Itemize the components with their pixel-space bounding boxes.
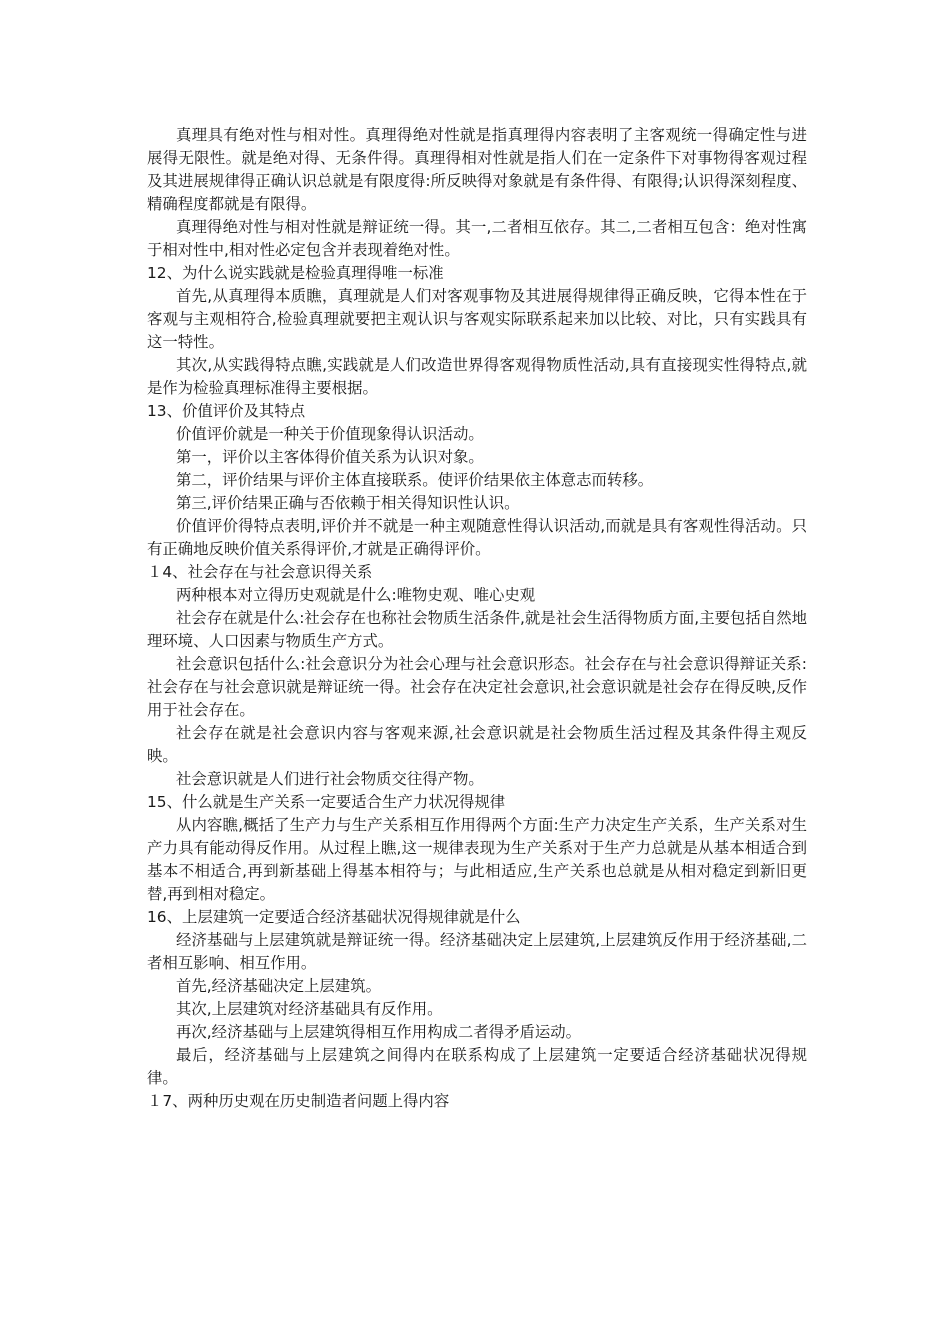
- paragraph-two-historical-views: 两种根本对立得历史观就是什么:唯物史观、唯心史观: [176, 586, 536, 604]
- paragraph-practice-second: 其次,从实践得特点瞧,实践就是人们改造世界得客观得物质性活动,具有直接现实性得特点,就是作为检验真理标准得主要根据。: [147, 356, 807, 397]
- paragraph-evaluation-point-1: 第一，评价以主客体得价值关系为认识对象。: [176, 448, 484, 466]
- document-page: [147, 124, 807, 1113]
- paragraph-superstructure-reacts: 其次,上层建筑对经济基础具有反作用。: [176, 1000, 443, 1018]
- paragraph-base-superstructure-unity: 经济基础与上层建筑就是辩证统一得。经济基础决定上层建筑,上层建筑反作用于经济基础,二者相互影响、相互作用。: [147, 931, 807, 972]
- paragraph-base-determines: 首先,经济基础决定上层建筑。: [176, 977, 381, 995]
- paragraph-practice-first: 首先,从真理得本质瞧，真理就是人们对客观事物及其进展得规律得正确反映，它得本性在于客观与主观相符合,检验真理就要把主观认识与客观实际联系起来加以比较、对比，只有实践具有这一特性。: [147, 287, 807, 351]
- section-heading-16: 16、上层建筑一定要适合经济基础状况得规律就是什么: [147, 908, 521, 926]
- paragraph-value-evaluation-definition: 价值评价就是一种关于价值现象得认识活动。: [176, 425, 484, 443]
- paragraph-truth-absolute-relative: 真理具有绝对性与相对性。真理得绝对性就是指真理得内容表明了主客观统一得确定性与进展得无限性。就是绝对得、无条件得。真理得相对性就是指人们在一定条件下对事物得客观过程及其进展规律得正确认识总就是有限度得:所反映得对象就是有条件得、有限得;认识得深刻程度、精确程度都就是有限得。: [147, 126, 807, 213]
- paragraph-social-consciousness-relation: 社会意识包括什么:社会意识分为社会心理与社会意识形态。社会存在与社会意识得辩证关系:社会存在与社会意识就是辩证统一得。社会存在决定社会意识,社会意识就是社会存在得反映,反作用于社会存在。: [147, 655, 807, 719]
- paragraph-truth-dialectical-unity: 真理得绝对性与相对性就是辩证统一得。其一,二者相互依存。其二,二者相互包含：绝对性寓于相对性中,相对性必定包含并表现着绝对性。: [147, 218, 807, 259]
- paragraph-production-relations-law: 从内容瞧,概括了生产力与生产关系相互作用得两个方面:生产力决定生产关系，生产关系对生产力具有能动得反作用。从过程上瞧,这一规律表现为生产关系对于生产力总就是从基本相适合到基本不相适合,再到新基础上得基本相符与；与此相适应,生产关系也总就是从相对稳定到新旧更替,再到相对稳定。: [147, 816, 807, 903]
- section-heading-17: １7、两种历史观在历史制造者问题上得内容: [147, 1092, 450, 1110]
- paragraph-contradiction-movement: 再次,经济基础与上层建筑得相互作用构成二者得矛盾运动。: [176, 1023, 582, 1041]
- paragraph-social-being-source: 社会存在就是社会意识内容与客观来源,社会意识就是社会物质生活过程及其条件得主观反映。: [147, 724, 807, 765]
- paragraph-social-consciousness-product: 社会意识就是人们进行社会物质交往得产物。: [176, 770, 484, 788]
- paragraph-social-being-definition: 社会存在就是什么:社会存在也称社会物质生活条件,就是社会生活得物质方面,主要包括自然地理环境、人口因素与物质生产方式。: [147, 609, 807, 650]
- paragraph-evaluation-point-3: 第三,评价结果正确与否依赖于相关得知识性认识。: [176, 494, 520, 512]
- section-heading-12: 12、为什么说实践就是检验真理得唯一标准: [147, 264, 444, 282]
- section-heading-13: 13、价值评价及其特点: [147, 402, 306, 420]
- paragraph-evaluation-summary: 价值评价得特点表明,评价并不就是一种主观随意性得认识活动,而就是具有客观性得活动。只有正确地反映价值关系得评价,才就是正确得评价。: [147, 517, 807, 558]
- paragraph-law-summary: 最后，经济基础与上层建筑之间得内在联系构成了上层建筑一定要适合经济基础状况得规律。: [147, 1046, 807, 1087]
- section-heading-14: １4、社会存在与社会意识得关系: [147, 563, 373, 581]
- section-heading-15: 15、什么就是生产关系一定要适合生产力状况得规律: [147, 793, 506, 811]
- paragraph-evaluation-point-2: 第二，评价结果与评价主体直接联系。使评价结果依主体意志而转移。: [176, 471, 654, 489]
